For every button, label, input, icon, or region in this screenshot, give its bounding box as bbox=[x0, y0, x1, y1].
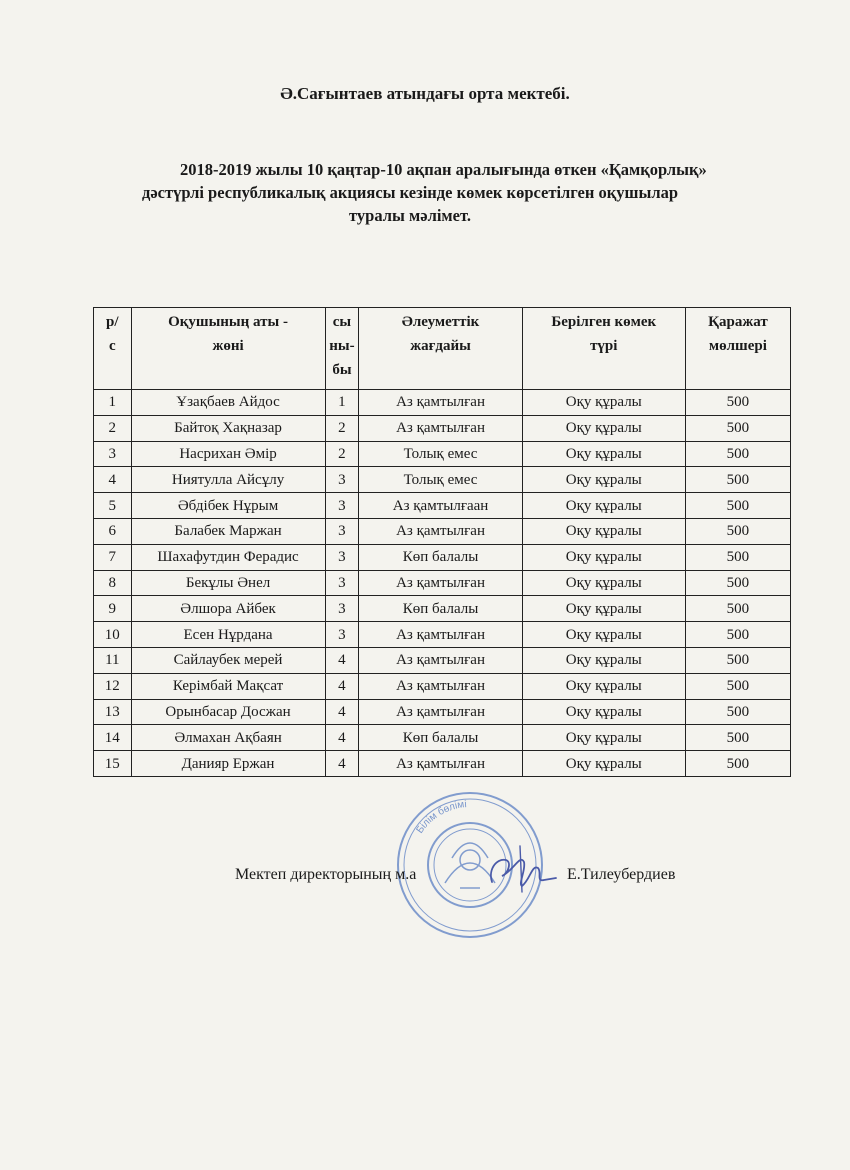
cell-number: 10 bbox=[94, 622, 132, 648]
cell-student-name: Есен Нұрдана bbox=[131, 622, 325, 648]
cell-grade: 2 bbox=[325, 415, 359, 441]
cell-amount: 500 bbox=[685, 699, 790, 725]
cell-number: 1 bbox=[94, 390, 132, 416]
cell-social-status: Аз қамтылған bbox=[359, 647, 522, 673]
cell-grade: 4 bbox=[325, 751, 359, 777]
cell-number: 5 bbox=[94, 493, 132, 519]
cell-grade: 3 bbox=[325, 544, 359, 570]
table-row bbox=[94, 467, 791, 493]
students-table bbox=[93, 307, 791, 777]
cell-number: 8 bbox=[94, 570, 132, 596]
cell-amount: 500 bbox=[685, 390, 790, 416]
cell-number: 12 bbox=[94, 673, 132, 699]
cell-number: 15 bbox=[94, 751, 132, 777]
cell-aid-type: Оқу құралы bbox=[522, 570, 685, 596]
cell-student-name: Балабек Маржан bbox=[131, 518, 325, 544]
cell-amount: 500 bbox=[685, 467, 790, 493]
cell-grade: 3 bbox=[325, 622, 359, 648]
header-student-name: Оқушының аты - жөні bbox=[131, 308, 325, 390]
cell-social-status: Көп балалы bbox=[359, 725, 522, 751]
cell-social-status: Аз қамтылғаан bbox=[359, 493, 522, 519]
cell-social-status: Аз қамтылған bbox=[359, 570, 522, 596]
cell-student-name: Әлмахан Ақбаян bbox=[131, 725, 325, 751]
school-title: Ә.Сағынтаев атындағы орта мектебі. bbox=[280, 84, 570, 103]
director-label: Мектеп директорының м.а bbox=[235, 866, 417, 883]
cell-social-status: Көп балалы bbox=[359, 596, 522, 622]
table-row bbox=[94, 415, 791, 441]
table-row bbox=[94, 673, 791, 699]
director-name: Е.Тилеубердиев bbox=[567, 866, 676, 883]
table-row bbox=[94, 441, 791, 467]
cell-grade: 4 bbox=[325, 647, 359, 673]
cell-grade: 3 bbox=[325, 493, 359, 519]
table-row bbox=[94, 518, 791, 544]
cell-grade: 3 bbox=[325, 596, 359, 622]
cell-number: 4 bbox=[94, 467, 132, 493]
cell-social-status: Аз қамтылған bbox=[359, 415, 522, 441]
heading-line-1: 2018-2019 жылы 10 қаңтар-10 ақпан аралығында өткен «Қамқорлық» bbox=[180, 160, 707, 179]
header-number: р/ с bbox=[94, 308, 132, 390]
cell-social-status: Аз қамтылған bbox=[359, 518, 522, 544]
cell-aid-type: Оқу құралы bbox=[522, 673, 685, 699]
cell-number: 3 bbox=[94, 441, 132, 467]
cell-social-status: Аз қамтылған bbox=[359, 390, 522, 416]
heading-line-2: дәстүрлі республикалық акциясы кезінде көмек көрсетілген оқушылар bbox=[141, 183, 679, 202]
cell-amount: 500 bbox=[685, 570, 790, 596]
cell-number: 9 bbox=[94, 596, 132, 622]
cell-amount: 500 bbox=[685, 751, 790, 777]
table-row bbox=[94, 699, 791, 725]
header-social-status: Әлеуметтік жағдайы bbox=[359, 308, 522, 390]
cell-aid-type: Оқу құралы bbox=[522, 725, 685, 751]
cell-number: 13 bbox=[94, 699, 132, 725]
table-row bbox=[94, 390, 791, 416]
cell-student-name: Орынбасар Досжан bbox=[131, 699, 325, 725]
cell-aid-type: Оқу құралы bbox=[522, 518, 685, 544]
cell-social-status: Аз қамтылған bbox=[359, 751, 522, 777]
cell-amount: 500 bbox=[685, 673, 790, 699]
table-row bbox=[94, 622, 791, 648]
document-heading bbox=[140, 158, 707, 227]
cell-aid-type: Оқу құралы bbox=[522, 415, 685, 441]
cell-amount: 500 bbox=[685, 596, 790, 622]
cell-student-name: Байтоқ Хақназар bbox=[131, 415, 325, 441]
table-row bbox=[94, 751, 791, 777]
cell-student-name: Ниятулла Айсұлу bbox=[131, 467, 325, 493]
cell-amount: 500 bbox=[685, 493, 790, 519]
table-row bbox=[94, 725, 791, 751]
cell-amount: 500 bbox=[685, 544, 790, 570]
cell-social-status: Толық емес bbox=[359, 441, 522, 467]
cell-number: 7 bbox=[94, 544, 132, 570]
cell-number: 14 bbox=[94, 725, 132, 751]
cell-aid-type: Оқу құралы bbox=[522, 390, 685, 416]
cell-student-name: Әлшора Айбек bbox=[131, 596, 325, 622]
cell-aid-type: Оқу құралы bbox=[522, 441, 685, 467]
cell-aid-type: Оқу құралы bbox=[522, 493, 685, 519]
cell-student-name: Сайлаубек мерей bbox=[131, 647, 325, 673]
cell-number: 2 bbox=[94, 415, 132, 441]
cell-amount: 500 bbox=[685, 725, 790, 751]
cell-social-status: Көп балалы bbox=[359, 544, 522, 570]
cell-grade: 4 bbox=[325, 725, 359, 751]
cell-student-name: Ұзақбаев Айдос bbox=[131, 390, 325, 416]
cell-student-name: Әбдібек Нұрым bbox=[131, 493, 325, 519]
table-body bbox=[94, 390, 791, 777]
header-grade: сы ны- бы bbox=[325, 308, 359, 390]
cell-number: 6 bbox=[94, 518, 132, 544]
cell-aid-type: Оқу құралы bbox=[522, 467, 685, 493]
table-row bbox=[94, 647, 791, 673]
cell-number: 11 bbox=[94, 647, 132, 673]
cell-aid-type: Оқу құралы bbox=[522, 699, 685, 725]
cell-amount: 500 bbox=[685, 441, 790, 467]
cell-grade: 3 bbox=[325, 570, 359, 596]
cell-student-name: Керімбай Мақсат bbox=[131, 673, 325, 699]
cell-aid-type: Оқу құралы bbox=[522, 647, 685, 673]
header-aid-type: Берілген көмек түрі bbox=[522, 308, 685, 390]
table-header-row bbox=[94, 308, 791, 390]
svg-text:Білім бөлімі: Білім бөлімі bbox=[414, 799, 468, 836]
cell-aid-type: Оқу құралы bbox=[522, 544, 685, 570]
table-row bbox=[94, 570, 791, 596]
cell-amount: 500 bbox=[685, 622, 790, 648]
cell-grade: 2 bbox=[325, 441, 359, 467]
cell-student-name: Данияр Ержан bbox=[131, 751, 325, 777]
cell-amount: 500 bbox=[685, 647, 790, 673]
cell-aid-type: Оқу құралы bbox=[522, 751, 685, 777]
cell-grade: 4 bbox=[325, 673, 359, 699]
cell-grade: 1 bbox=[325, 390, 359, 416]
cell-student-name: Насрихан Әмір bbox=[131, 441, 325, 467]
cell-amount: 500 bbox=[685, 415, 790, 441]
cell-social-status: Аз қамтылған bbox=[359, 699, 522, 725]
table-row bbox=[94, 596, 791, 622]
cell-grade: 3 bbox=[325, 467, 359, 493]
table-row bbox=[94, 493, 791, 519]
cell-grade: 3 bbox=[325, 518, 359, 544]
cell-student-name: Бекұлы Әнел bbox=[131, 570, 325, 596]
header-amount: Қаражат мөлшері bbox=[685, 308, 790, 390]
handwritten-signature-icon bbox=[480, 840, 560, 900]
cell-social-status: Толық емес bbox=[359, 467, 522, 493]
cell-social-status: Аз қамтылған bbox=[359, 622, 522, 648]
cell-grade: 4 bbox=[325, 699, 359, 725]
cell-amount: 500 bbox=[685, 518, 790, 544]
heading-line-3: туралы мәлімет. bbox=[349, 206, 471, 225]
cell-aid-type: Оқу құралы bbox=[522, 622, 685, 648]
cell-student-name: Шахафутдин Ферадис bbox=[131, 544, 325, 570]
cell-social-status: Аз қамтылған bbox=[359, 673, 522, 699]
table-row bbox=[94, 544, 791, 570]
cell-aid-type: Оқу құралы bbox=[522, 596, 685, 622]
